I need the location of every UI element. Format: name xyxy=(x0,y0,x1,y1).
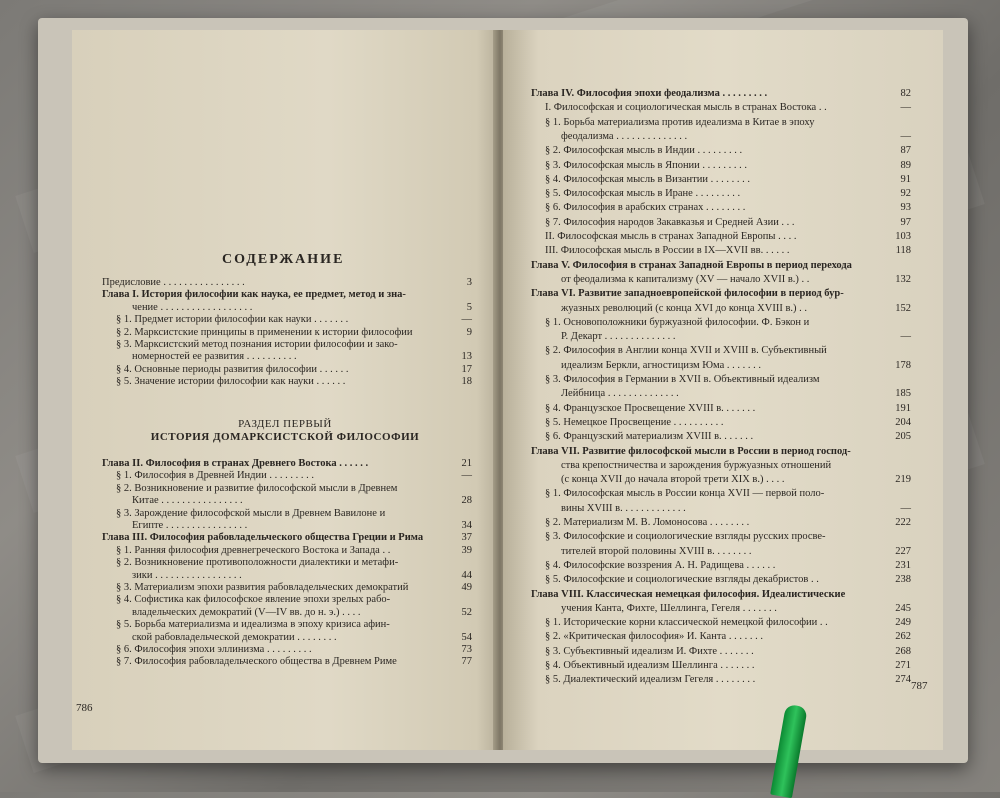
toc-entry-page: 271 xyxy=(895,660,911,671)
toc-entry-text: § 1. Философия в Древней Индии . . . . . . . . . xyxy=(116,470,314,482)
toc-entry-text: I. Философская и социологическая мысль в странах Востока . . xyxy=(545,102,827,114)
toc-entry-text: тителей второй половины XVIII в. . . . . . . . xyxy=(561,545,752,557)
toc-entry-text: от феодализма к капитализму (XV — начало XVII в.) . . xyxy=(561,273,810,285)
toc-entry-page: — xyxy=(900,102,911,114)
toc-entry-text: § 1. Борьба материализма против идеализма в Китае в эпоху xyxy=(545,116,815,128)
book xyxy=(38,18,968,763)
toc-entry-page: 249 xyxy=(895,617,911,629)
page-number-left: 786 xyxy=(76,702,93,714)
toc-entry-text: § 5. Немецкое Просвещение . . . . . . . . . . xyxy=(545,416,724,428)
toc-entry-text: § 2. Возникновение и развитие философской мысли в Древнем xyxy=(116,482,398,494)
toc-entry-page: 54 xyxy=(461,631,472,643)
toc-entry-text: учения Канта, Фихте, Шеллинга, Гегеля . . . . . . . xyxy=(561,602,777,614)
toc-entry-page: 5 xyxy=(466,301,472,313)
toc-entry-text: § 3. Философская мысль в Японии . . . . . . . . . xyxy=(545,159,748,171)
toc-entry-text: § 6. Философия эпохи эллинизма . . . . . . . . . xyxy=(116,644,312,655)
toc-entry-text: номерностей ее развития . . . . . . . . . . xyxy=(132,351,297,363)
toc-entry-page: 178 xyxy=(895,359,911,371)
toc-entry-text: § 5. Философские и социологические взгляды декабристов . . xyxy=(545,574,819,586)
toc-entry-text: вины XVIII в. . . . . . . . . . . . . xyxy=(561,502,686,514)
toc-entry-text: § 5. Диалектический идеализм Гегеля . . . . . . . . xyxy=(545,674,756,686)
toc-entry-text: II. Философская мысль в странах Западной Европы . . . . xyxy=(545,231,797,242)
toc-entry-text: § 4. Французское Просвещение XVIII в. . . . . . . xyxy=(545,402,756,414)
toc-entry-text: § 2. Материализм М. В. Ломоносова . . . . . . . . xyxy=(545,517,750,528)
toc-entry-text: Китае . . . . . . . . . . . . . . . . xyxy=(132,495,243,507)
toc-entry-text: § 6. Французский материализм XVIII в. . . . . . . xyxy=(545,431,754,443)
toc-entry-page: 222 xyxy=(895,517,911,528)
section-label: РАЗДЕЛ ПЕРВЫЙ xyxy=(238,418,332,430)
toc-entry-page: 118 xyxy=(895,245,911,257)
toc-entry-text: Предисловие . . . . . . . . . . . . . . . . xyxy=(102,277,245,288)
toc-entry-page: 97 xyxy=(900,216,911,228)
toc-entry-text: § 1. Исторические корни классической немецкой философии . . xyxy=(545,617,828,629)
toc-entry-page: 238 xyxy=(895,574,911,586)
toc-entry-text: Глава IV. Философия эпохи феодализма . . . . . . . . . xyxy=(531,88,768,99)
right-page xyxy=(503,30,943,750)
toc-entry-text: феодализма . . . . . . . . . . . . . . xyxy=(561,130,688,142)
left-page xyxy=(72,30,498,750)
toc-entry-page: — xyxy=(461,470,472,482)
toc-entry-text: Глава III. Философия рабовладельческого общества Греции и Рима xyxy=(102,532,424,544)
toc-entry-text: Р. Декарт . . . . . . . . . . . . . . xyxy=(561,331,676,343)
toc-entry-text: Глава VI. Развитие западноевропейской философии в период бур- xyxy=(531,288,844,300)
toc-entry-text: § 1. Основоположники буржуазной философии. Ф. Бэкон и xyxy=(545,316,810,328)
toc-entry-page: 49 xyxy=(461,582,472,593)
toc-entry-text: Глава I. История философии как наука, ее предмет, метод и зна- xyxy=(102,289,406,301)
toc-entry-text: § 4. Объективный идеализм Шеллинга . . . . . . . xyxy=(545,660,755,671)
toc-entry-text: § 4. Философская мысль в Византии . . . . . . . . xyxy=(545,173,750,185)
toc-entry-page: 37 xyxy=(461,532,472,544)
toc-entry-page: 262 xyxy=(895,631,911,643)
toc-entry-text: чение . . . . . . . . . . . . . . . . . . xyxy=(132,301,253,313)
toc-entry-page: — xyxy=(900,130,911,142)
toc-entry-page: 82 xyxy=(900,88,911,99)
toc-entry-page: 205 xyxy=(895,431,911,443)
toc-entry-text: § 4. Философские воззрения А. Н. Радищева . . . . . . xyxy=(545,559,776,571)
toc-entry-text: (с конца XVII до начала второй трети XIX в.) . . . . xyxy=(561,474,785,486)
toc-entry-page: 103 xyxy=(895,231,911,242)
toc-entry-text: зики . . . . . . . . . . . . . . . . . xyxy=(132,569,242,581)
toc-entry-page: 92 xyxy=(900,188,911,200)
toc-entry-text: § 2. Философская мысль в Индии . . . . . . . . . xyxy=(545,145,743,157)
toc-entry-text: Глава VIII. Классическая немецкая философия. Идеалистические xyxy=(531,588,846,600)
toc-entry-text: § 3. Субъективный идеализм И. Фихте . . . . . . . xyxy=(545,645,754,657)
toc-entry-text: § 1. Предмет истории философии как науки . . . . . . . xyxy=(116,314,349,326)
toc-entry-text: § 6. Философия в арабских странах . . . . . . . . xyxy=(545,202,746,214)
toc-entry-page: 39 xyxy=(461,544,472,556)
toc-entry-text: идеализм Беркли, агностицизм Юма . . . . . . . xyxy=(561,359,762,371)
toc-entry-text: § 2. Философия в Англии конца XVII и XVIII в. Субъективный xyxy=(545,345,827,357)
toc-entry-text: § 2. Марксистские принципы в применении к истории философии xyxy=(116,326,413,338)
toc-entry-page: 91 xyxy=(900,173,911,185)
toc-entry-page: 152 xyxy=(895,302,911,314)
toc-entry-text: § 1. Ранняя философия древнегреческого Востока и Запада . . xyxy=(116,544,391,556)
toc-entry-page: 44 xyxy=(461,569,472,581)
toc-entry-text: § 3. Философия в Германии в XVII в. Объективный идеализм xyxy=(545,374,820,385)
toc-entry-text: жуазных революций (с конца XVI до конца XVIII в.) . . xyxy=(561,302,808,314)
toc-entry-page: 87 xyxy=(900,145,911,157)
toc-entry-page: 245 xyxy=(895,602,911,614)
toc-entry-page: 204 xyxy=(895,416,911,428)
toc-entry-text: § 1. Философская мысль в России конца XVII — первой поло- xyxy=(545,488,825,500)
toc-entry-text: Глава II. Философия в странах Древнего Востока . . . . . . xyxy=(102,458,369,469)
toc-entry-text: § 5. Значение истории философии как науки . . . . . . xyxy=(116,376,346,388)
toc-entry-page: 9 xyxy=(466,326,472,338)
toc-entry-text: Глава VII. Развитие философской мысли в России в период господ- xyxy=(531,445,851,457)
toc-entry-page: 89 xyxy=(900,159,911,171)
toc-entry-text: ской рабовладельческой демократии . . . . . . . . xyxy=(132,631,337,643)
toc-entry-page: 231 xyxy=(895,559,911,571)
page-number-right: 787 xyxy=(911,680,928,692)
toc-entry-text: Лейбница . . . . . . . . . . . . . . xyxy=(561,388,679,400)
toc-entry-page: 3 xyxy=(466,277,472,288)
toc-entry-page: — xyxy=(900,331,911,343)
toc-entry-page: 28 xyxy=(461,495,472,507)
toc-entry-text: § 3. Материализм эпохи развития рабовладельческих демократий xyxy=(116,582,409,593)
toc-entry-page: 17 xyxy=(461,363,472,375)
toc-entry-page: 219 xyxy=(895,474,911,486)
toc-entry-text: III. Философская мысль в России в IX—XVII вв. . . . . . xyxy=(545,245,790,257)
toc-entry-text: § 4. Основные периоды развития философии . . . . . . xyxy=(116,363,349,375)
toc-entry-page: — xyxy=(900,502,911,514)
toc-entry-text: владельческих демократий (V—IV вв. до н. э.) . . . . xyxy=(132,606,361,618)
section-title: ИСТОРИЯ ДОМАРКСИСТСКОЙ ФИЛОСОФИИ xyxy=(150,431,420,443)
toc-entry-text: ства крепостничества и зарождения буржуазных отношений xyxy=(561,459,832,471)
toc-entry-page: 21 xyxy=(461,458,472,469)
toc-entry-page: 34 xyxy=(461,520,472,531)
contents-heading: СОДЕРЖАНИЕ xyxy=(222,252,345,267)
toc-entry-page: 227 xyxy=(895,545,911,557)
toc-entry-page: 268 xyxy=(895,645,911,657)
toc-entry-text: § 7. Философия народов Закавказья и Средней Азии . . . xyxy=(545,216,795,228)
toc-entry-text: § 5. Борьба материализма и идеализма в эпоху кризиса афин- xyxy=(116,619,390,631)
toc-entry-text: § 2. Возникновение противоположности диалектики и метафи- xyxy=(116,557,399,569)
toc-entry-page: 13 xyxy=(461,351,472,363)
toc-entry-text: § 3. Философские и социологические взгляды русских просве- xyxy=(545,531,826,543)
toc-entry-text: § 7. Философия рабовладельческого общества в Древнем Риме xyxy=(116,656,397,668)
toc-entry-text: § 3. Марксистский метод познания истории философии и зако- xyxy=(116,339,398,350)
toc-entry-text: § 2. «Критическая философия» И. Канта . . . . . . . xyxy=(545,631,763,643)
toc-entry-page: 52 xyxy=(461,606,472,618)
toc-entry-page: 93 xyxy=(900,202,911,214)
toc-entry-page: — xyxy=(461,314,472,326)
toc-entry-text: Глава V. Философия в странах Западной Европы в период перехода xyxy=(531,259,852,271)
toc-entry-page: 77 xyxy=(461,656,472,668)
toc-entry-page: 185 xyxy=(895,388,911,400)
toc-entry-text: § 5. Философская мысль в Иране . . . . . . . . . xyxy=(545,188,741,200)
toc-entry-page: 274 xyxy=(895,674,911,686)
toc-entry-text: § 3. Зарождение философской мысли в Древнем Вавилоне и xyxy=(116,507,386,519)
toc-entry-text: Египте . . . . . . . . . . . . . . . . xyxy=(132,520,248,531)
toc-entry-page: 132 xyxy=(895,273,911,285)
toc-entry-page: 18 xyxy=(461,376,472,388)
toc-entry-text: § 4. Софистика как философское явление эпохи зрелых рабо- xyxy=(116,594,391,606)
toc-entry-page: 73 xyxy=(461,644,472,655)
toc-entry-page: 191 xyxy=(895,402,911,414)
